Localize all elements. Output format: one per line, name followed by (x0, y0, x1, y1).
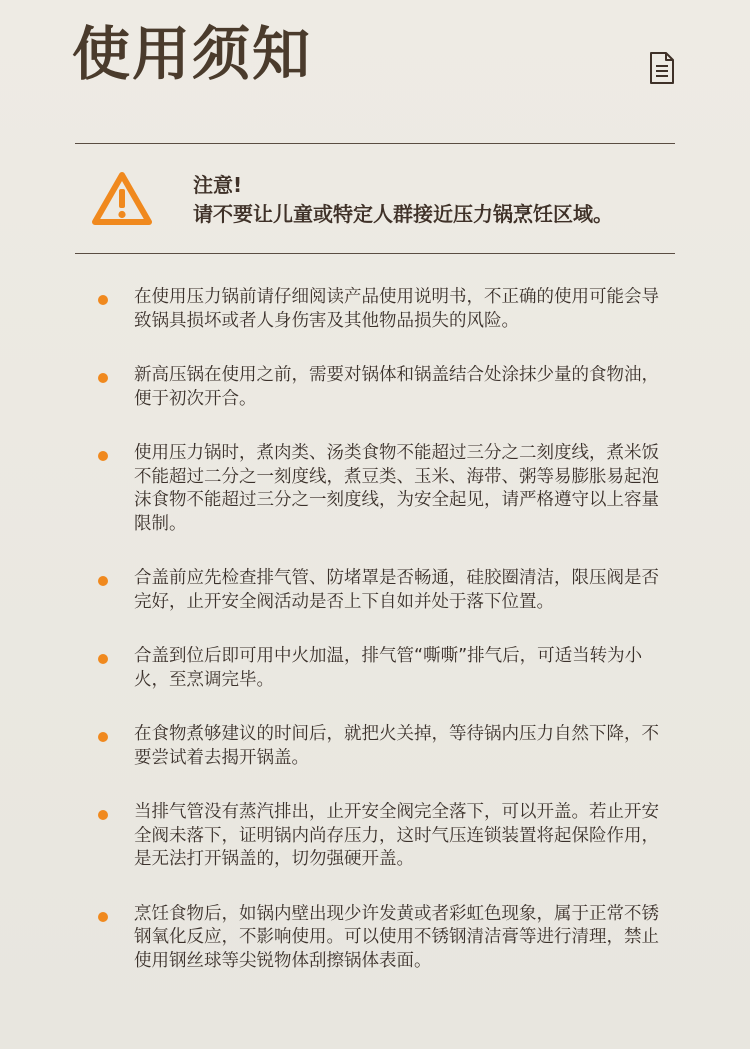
list-item (98, 801, 668, 872)
item-text: 烹饪食物后，如锅内壁出现少许发黄或者彩虹色现象，属于正常不锈钢氧化反应，不影响使用。可以使用不锈钢清洁膏等进行清理，禁止使用钢丝球等尖锐物体刮擦锅体表面。 (134, 903, 659, 971)
instructions-list (98, 286, 668, 1004)
item-text: 在使用压力锅前请仔细阅读产品使用说明书，不正确的使用可能会导致锅具损坏或者人身伤害及其他物品损失的风险。 (134, 287, 659, 331)
bullet-dot (98, 810, 108, 820)
list-item (98, 442, 668, 536)
document-icon[interactable] (648, 51, 676, 85)
page-title: 使用须知 (72, 20, 313, 88)
bullet-dot (98, 654, 108, 664)
item-text: 合盖前应先检查排气管、防堵罩是否畅通，硅胶圈清洁，限压阀是否完好，止开安全阀活动是否上下自如并处于落下位置。 (134, 568, 659, 612)
list-item (98, 645, 668, 692)
item-text: 当排气管没有蒸汽排出，止开安全阀完全落下，可以开盖。若止开安全阀未落下，证明锅内尚存压力，这时气压连锁装置将起保险作用，是无法打开锅盖的，切勿强硬开盖。 (134, 802, 659, 869)
item-text: 合盖到位后即可用中火加温，排气管“嘶嘶”排气后，可适当转为小火，至烹调完毕。 (134, 646, 643, 690)
bullet-dot (98, 576, 108, 586)
warning-triangle-icon (90, 170, 154, 228)
bullet-dot (98, 912, 108, 922)
list-item (98, 567, 668, 614)
list-item (98, 286, 668, 333)
list-item (98, 903, 668, 974)
notice-block (193, 171, 613, 229)
item-text: 使用压力锅时，煮肉类、汤类食物不能超过三分之二刻度线，煮米饭不能超过二分之一刻度线，煮豆类、玉米、海带、粥等易膨胀易起泡沫食物不能超过三分之一刻度线，为安全起见，请严格遵守以上容量限制。 (134, 443, 659, 534)
bullet-dot (98, 451, 108, 461)
bullet-dot (98, 373, 108, 383)
bullet-dot (98, 295, 108, 305)
list-item (98, 364, 668, 411)
divider-top (75, 143, 675, 144)
notice-text: 请不要让儿童或特定人群接近压力锅烹饪区域。 (193, 202, 613, 226)
list-item (98, 723, 668, 770)
item-text: 新高压锅在使用之前，需要对锅体和锅盖结合处涂抹少量的食物油，便于初次开合。 (134, 365, 659, 409)
bullet-dot (98, 732, 108, 742)
divider-bottom (75, 253, 675, 254)
notice-heading: 注意! (193, 173, 243, 197)
item-text: 在食物煮够建议的时间后，就把火关掉，等待锅内压力自然下降，不要尝试着去揭开锅盖。 (134, 724, 659, 768)
